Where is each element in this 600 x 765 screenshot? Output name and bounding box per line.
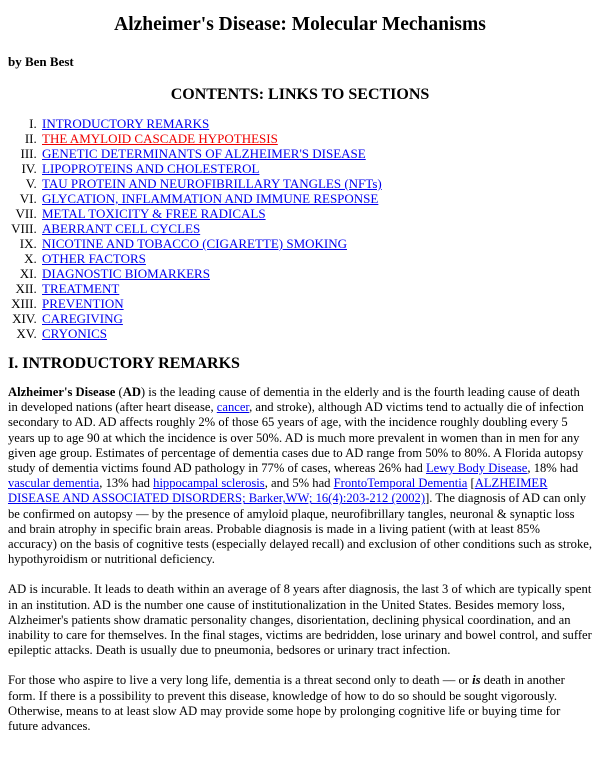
toc-link-prevention[interactable]: PREVENTION bbox=[42, 296, 124, 311]
toc-item bbox=[40, 326, 592, 341]
toc-link-glycation[interactable]: GLYCATION, INFLAMMATION AND IMMUNE RESPONSE bbox=[42, 191, 379, 206]
author-byline: by Ben Best bbox=[8, 54, 74, 69]
intro-paragraph-3: For those who aspire to live a very long life, dementia is a threat second only to death — or is death in another form. If there is a possibility to prevent this disease, knowledge of how to do so should be sought vigorously. Otherwise, means to at least slow AD may provide some hope by prolonging cognitive life or buying time for future advances. bbox=[8, 673, 565, 734]
toc-link-caregiving[interactable]: CAREGIVING bbox=[42, 311, 123, 326]
toc-link-genetic-determinants[interactable]: GENETIC DETERMINANTS OF ALZHEIMER'S DISEASE bbox=[42, 146, 366, 161]
toc-item bbox=[40, 131, 592, 146]
toc-item bbox=[40, 146, 592, 161]
table-of-contents bbox=[8, 116, 592, 341]
toc-item bbox=[40, 281, 592, 296]
term-alzheimers-disease: Alzheimer's Disease bbox=[8, 385, 116, 399]
toc-link-introductory-remarks[interactable]: INTRODUCTORY REMARKS bbox=[42, 116, 210, 131]
toc-item bbox=[40, 191, 592, 206]
toc-item bbox=[40, 311, 592, 326]
toc-item bbox=[40, 251, 592, 266]
toc-link-treatment[interactable]: TREATMENT bbox=[42, 281, 120, 296]
toc-link-metal-toxicity[interactable]: METAL TOXICITY & FREE RADICALS bbox=[42, 206, 266, 221]
emphasis-is: is bbox=[472, 673, 481, 688]
term-ad: AD bbox=[122, 385, 141, 399]
toc-link-cryonics[interactable]: CRYONICS bbox=[42, 326, 108, 341]
link-frontotemporal-dementia[interactable]: FrontoTemporal Dementia bbox=[333, 476, 468, 491]
toc-item bbox=[40, 236, 592, 251]
link-reference-barker-2002[interactable]: ALZHEIMER DISEASE AND ASSOCIATED DISORDERS; Barker,WW; 16(4):203-212 (2002) bbox=[8, 476, 548, 506]
intro-paragraph-1: Alzheimer's Disease (AD) is the leading cause of dementia in the elderly and is the fourth leading cause of death in developed nations (after heart disease, cancer, and stroke), although AD victims tend to actually die of infection secondary to AD. AD affects roughly 2% of those 65 years of age, with the incidence roughly doubling every 5 years up to age 90 at which the incidence is over 50%. AD is much more prevalent in women than in men for any given age group. Estimates of percentage of dementia cases due to AD range from 50% to 80%. A Florida autopsy study of dementia victims found AD pathology in 77% of cases, whereas 26% had Lewy Body Disease, 18% had vascular dementia, 13% had hippocampal sclerosis, and 5% had FrontoTemporal Dementia [ALZHEIMER DISEASE AND ASSOCIATED DISORDERS; Barker,WW; 16(4):203-212 (2002)]. The diagnosis of AD can only be confirmed on autopsy — by the presence of amyloid plaque, neurofibrillary tangles, neuronal & synaptic loss and brain atrophy in specific brain areas. Probable diagnosis is made in a living patient (with at least 85% accuracy) on the basis of cognitive tests (especially delayed recall) and exclusion of other conditions such as stroke, hypothyroidism or nutritional deficiency. bbox=[8, 385, 593, 567]
toc-link-tau-protein[interactable]: TAU PROTEIN AND NEUROFIBRILLARY TANGLES (NFTs) bbox=[42, 176, 382, 191]
toc-link-other-factors[interactable]: OTHER FACTORS bbox=[42, 251, 146, 266]
link-hippocampal-sclerosis[interactable]: hippocampal sclerosis bbox=[153, 476, 265, 491]
toc-link-amyloid-cascade[interactable]: THE AMYLOID CASCADE HYPOTHESIS bbox=[42, 131, 278, 146]
toc-item bbox=[40, 296, 592, 311]
toc-item bbox=[40, 266, 592, 281]
intro-paragraph-2: AD is incurable. It leads to death within an average of 8 years after diagnosis, the last 3 of which are typically spent in an institution. AD is the number one cause of institutionalization in the United States. Besides memory loss, Alzheimer's patients show dramatic personality changes, disorientation, declining physical coordination, and an inability to care for themselves. In the final stages, victims are bedridden, lose urinary and bowel control, and suffer epileptic attacks. Death is usually due to pneumonia, bedsores or urinary tract infection. bbox=[8, 582, 592, 658]
link-vascular-dementia[interactable]: vascular dementia bbox=[8, 476, 100, 491]
toc-item bbox=[40, 116, 592, 131]
toc-item bbox=[40, 221, 592, 236]
contents-heading: CONTENTS: LINKS TO SECTIONS bbox=[170, 86, 430, 103]
toc-item bbox=[40, 206, 592, 221]
toc-link-diagnostic-biomarkers[interactable]: DIAGNOSTIC BIOMARKERS bbox=[42, 266, 210, 281]
toc-link-aberrant-cell-cycles[interactable]: ABERRANT CELL CYCLES bbox=[42, 221, 201, 236]
link-lewy-body-disease[interactable]: Lewy Body Disease bbox=[425, 461, 528, 476]
toc-item bbox=[40, 161, 592, 176]
page-title: Alzheimer's Disease: Molecular Mechanisms bbox=[114, 14, 486, 35]
toc-link-lipoproteins[interactable]: LIPOPROTEINS AND CHOLESTEROL bbox=[42, 161, 260, 176]
toc-link-nicotine[interactable]: NICOTINE AND TOBACCO (CIGARETTE) SMOKING bbox=[42, 236, 348, 251]
toc-item bbox=[40, 176, 592, 191]
link-cancer[interactable]: cancer bbox=[216, 400, 250, 415]
section-heading-introductory-remarks: I. INTRODUCTORY REMARKS bbox=[8, 355, 240, 372]
